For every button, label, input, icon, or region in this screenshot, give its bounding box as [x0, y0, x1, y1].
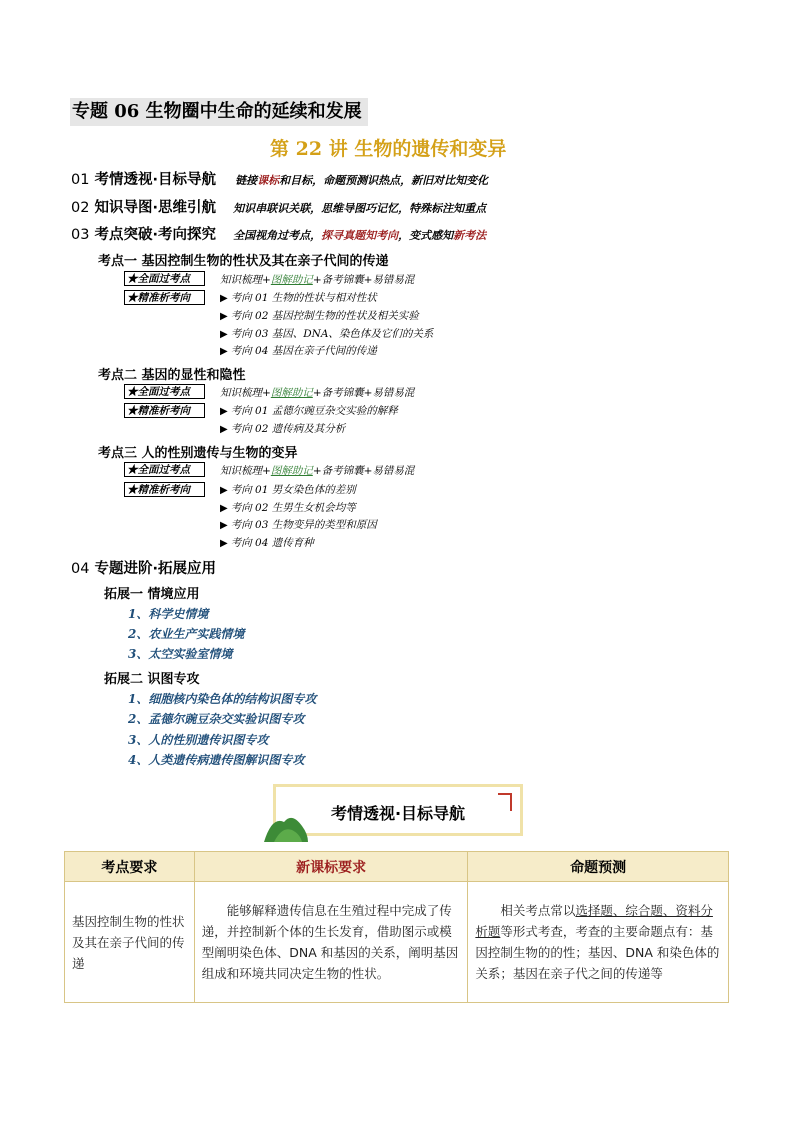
header-curriculum: 新课标要求 [194, 852, 468, 882]
summary-line: 知识梳理+图解助记+备考锦囊+易错易混 [220, 274, 415, 286]
section-04 [71, 557, 216, 578]
extension-item: 2、孟德尔豌豆杂交实验识图专攻 [128, 712, 305, 726]
extension-title: 拓展二 识图专攻 [104, 672, 200, 687]
section-title: 知识导图·思维引航 [94, 200, 217, 216]
extension-item: 1、科学史情境 [128, 607, 209, 621]
section-num: 04 [71, 561, 90, 577]
table-header-row [65, 852, 729, 882]
section-desc: 知识串联识关联，思维导图巧记忆，特殊标注知重点 [233, 202, 487, 215]
lecture-title [270, 134, 506, 161]
header-kaodian: 考点要求 [65, 852, 195, 882]
summary-line: 知识梳理+图解助记+备考锦囊+易错易混 [220, 465, 415, 477]
direction-item: ▶ 考向 02 生男生女机会均等 [220, 502, 356, 514]
section-desc: 链接课标和目标，命题预测识热点，新旧对比知变化 [235, 174, 489, 187]
kaodian-title: 考点三 人的性别遗传与生物的变异 [98, 446, 298, 461]
direction-item: ▶ 考向 03 生物变异的类型和原因 [220, 519, 377, 531]
header-prediction: 命题预测 [468, 852, 729, 882]
extension-title: 拓展一 情境应用 [104, 587, 200, 602]
banner-title: 考情透视·目标导航 [330, 804, 466, 823]
tag-overview: ★全面过考点 [124, 271, 205, 286]
kaodian-title: 考点一 基因控制生物的性状及其在亲子代间的传递 [98, 254, 389, 269]
section-num: 01 [71, 172, 90, 188]
lecture-prefix: 第 [270, 138, 290, 160]
tag-precise: ★精准析考向 [124, 482, 205, 497]
lecture-num: 22 [295, 138, 323, 160]
section-num: 03 [71, 227, 90, 243]
banner-corner-mark [498, 793, 512, 795]
direction-item: ▶ 考向 03 基因、DNA、染色体及它们的关系 [220, 328, 434, 340]
section-desc: 全国视角过考点，探寻真题知考向，变式感知新考法 [233, 229, 487, 242]
tag-overview: ★全面过考点 [124, 462, 205, 477]
tag-overview: ★全面过考点 [124, 384, 205, 399]
cell-curriculum: 能够解释遗传信息在生殖过程中完成了传递，并控制新个体的生长发育，借助图示或模型阐明染色体、DNA 和基因的关系，阐明基因组成和环境共同决定生物的性状。 [194, 882, 468, 1003]
direction-item: ▶ 考向 01 孟德尔豌豆杂交实验的解释 [220, 405, 398, 417]
extension-item: 4、人类遗传病遗传图解识图专攻 [128, 753, 305, 767]
section-num: 02 [71, 200, 90, 216]
hill-icon [262, 812, 310, 842]
direction-item: ▶ 考向 01 男女染色体的差别 [220, 484, 356, 496]
table-row [65, 882, 729, 1003]
extension-item: 3、人的性别遗传识图专攻 [128, 733, 269, 747]
section-01 [71, 168, 488, 189]
topic-prefix: 专题 [72, 101, 108, 122]
banner-corner-mark [510, 793, 512, 811]
summary-line: 知识梳理+图解助记+备考锦囊+易错易混 [220, 387, 415, 399]
section-title: 专题进阶·拓展应用 [94, 561, 217, 577]
requirements-table [64, 851, 729, 1003]
extension-item: 2、农业生产实践情境 [128, 627, 245, 641]
section-title: 考情透视·目标导航 [94, 172, 217, 188]
cell-prediction: 相关考点常以选择题、综合题、资料分析题等形式考查，考查的主要命题点有：基因控制生物的的性；基因、DNA 和染色体的关系；基因在亲子代之间的传递等 [468, 882, 729, 1003]
tag-precise: ★精准析考向 [124, 290, 205, 305]
topic-num: 06 [114, 101, 140, 122]
extension-item: 1、细胞核内染色体的结构识图专攻 [128, 692, 317, 706]
section-03 [71, 223, 486, 244]
cell-kaodian: 基因控制生物的性状及其在亲子代间的传递 [65, 882, 195, 1003]
section-02 [71, 196, 486, 217]
extension-item: 3、太空实验室情境 [128, 647, 233, 661]
direction-item: ▶ 考向 02 遗传病及其分析 [220, 423, 346, 435]
tag-precise: ★精准析考向 [124, 403, 205, 418]
section-banner [273, 784, 523, 836]
direction-item: ▶ 考向 02 基因控制生物的性状及相关实验 [220, 310, 419, 322]
section-title: 考点突破·考向探究 [94, 227, 217, 243]
direction-item: ▶ 考向 04 基因在亲子代间的传递 [220, 345, 377, 357]
direction-item: ▶ 考向 04 遗传育种 [220, 537, 314, 549]
topic-heading [70, 98, 368, 126]
lecture-rest: 讲 生物的遗传和变异 [328, 138, 507, 160]
direction-item: ▶ 考向 01 生物的性状与相对性状 [220, 292, 377, 304]
topic-title: 生物圈中生命的延续和发展 [145, 101, 362, 122]
kaodian-title: 考点二 基因的显性和隐性 [98, 368, 246, 383]
